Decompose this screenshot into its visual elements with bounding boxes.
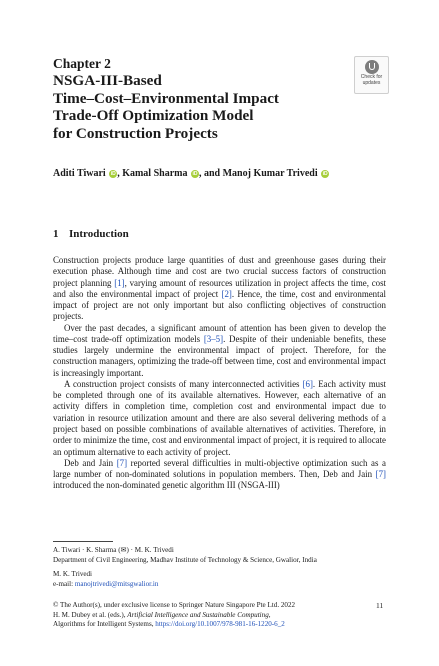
corresponding-author: M. K. Trivedi bbox=[53, 570, 93, 579]
chapter-label: Chapter 2 bbox=[53, 56, 111, 71]
author-separator: , bbox=[117, 168, 123, 179]
paragraph-text: A construction project consists of many interconnected activities bbox=[64, 378, 303, 389]
author-separator: , and bbox=[198, 168, 223, 179]
affiliation-department: Department of Civil Engineering, Madhav Institute of Technology & Science, Gwalior, India bbox=[53, 555, 317, 564]
paragraph-text: , varying amount of resources utilization in project affects the time, cost and also the environmental impact of project bbox=[53, 277, 386, 299]
check-for-updates-badge[interactable] bbox=[354, 56, 389, 94]
orcid-icon[interactable]: iD bbox=[322, 171, 328, 177]
series-text: Algorithms for Intelligent Systems, bbox=[53, 620, 156, 629]
chapter-title-line: Trade-Off Optimization Model bbox=[53, 107, 254, 125]
paragraph-text: Over the past decades, a significant amount of attention has been given to develop the time–cost trade-off optimization models bbox=[53, 322, 386, 344]
paragraph bbox=[53, 323, 386, 379]
citation-link[interactable]: [7] bbox=[116, 457, 128, 468]
badge-line: Check for bbox=[360, 74, 383, 80]
citation-line bbox=[53, 611, 393, 621]
author-name: Aditi Tiwari bbox=[53, 168, 106, 179]
footnote-divider bbox=[53, 541, 113, 542]
section-heading bbox=[53, 228, 129, 240]
paragraph bbox=[53, 255, 386, 323]
paragraph-text: Construction projects produce large quantities of dust and greenhouse gases during their execution phase. Although time and cost are two crucial success factors of construction project planning bbox=[53, 255, 386, 288]
chapter-title-line: Time–Cost–Environmental Impact bbox=[53, 89, 279, 107]
paragraph-text: . Hence, the time, cost and environmental impact of project are not only important but also conflicting objectives of construction projects. bbox=[53, 288, 386, 322]
author-list bbox=[53, 168, 329, 179]
copyright-line: © The Author(s), under exclusive license to Springer Nature Singapore Pte Ltd. 2022 bbox=[53, 601, 296, 609]
email-label: e-mail: bbox=[53, 579, 75, 588]
copyright-block bbox=[53, 601, 393, 630]
paragraph-text: reported several difficulties in multi-objective optimization such as a large number of non-dominated solutions in population members. Then, Deb and Jain bbox=[53, 457, 386, 480]
chapter-title bbox=[53, 72, 353, 142]
doi-link[interactable]: https://doi.org/10.1007/978-981-16-1220-6_2 bbox=[155, 620, 285, 629]
author-name: Kamal Sharma bbox=[122, 168, 188, 179]
paragraph bbox=[53, 458, 386, 492]
book-title: Artificial Intelligence and Sustainable Computing bbox=[127, 610, 269, 619]
citation-link[interactable]: [3–5] bbox=[203, 333, 224, 344]
affiliation-names: A. Tiwari · K. Sharma (✉) · M. K. Trivedi bbox=[53, 546, 174, 554]
badge-line: updates bbox=[362, 79, 381, 86]
section-title: Introduction bbox=[69, 228, 129, 240]
citation-link[interactable]: [7] bbox=[375, 469, 386, 480]
citation-text: H. M. Dubey et al. (eds.), bbox=[53, 610, 128, 619]
author-name: Manoj Kumar Trivedi bbox=[222, 168, 318, 179]
page-number: 11 bbox=[376, 601, 384, 610]
footnotes bbox=[53, 546, 398, 589]
orcid-icon[interactable]: iD bbox=[192, 171, 198, 177]
section-number: 1 bbox=[53, 228, 59, 240]
series-line bbox=[53, 620, 393, 630]
citation-text: , bbox=[268, 610, 271, 619]
chapter-title-line: NSGA-III-Based bbox=[53, 72, 162, 89]
email-link[interactable]: manojtrivedi@mitsgwalior.in bbox=[74, 579, 159, 588]
paragraph bbox=[53, 379, 386, 458]
paragraph-text: . Despite of their undeniable benefits, these studies largely undermine the environmental impact of project. Therefore, for the construction managers, optimizing the trade-off between time, cost and environmental impact is increasingly important. bbox=[53, 333, 386, 378]
email-line bbox=[53, 580, 398, 590]
chapter-title-line: for Construction Projects bbox=[53, 124, 218, 142]
body-text bbox=[53, 255, 386, 492]
citation-link[interactable]: [1] bbox=[114, 277, 125, 288]
citation-link[interactable]: [6] bbox=[302, 378, 313, 389]
citation-link[interactable]: [2] bbox=[221, 288, 232, 299]
check-for-updates-icon bbox=[365, 60, 379, 74]
orcid-icon[interactable]: iD bbox=[110, 171, 116, 177]
paragraph-text: introduced the non-dominated genetic algorithm III (NSGA-III) bbox=[53, 480, 280, 491]
paragraph-text: Deb and Jain bbox=[64, 457, 117, 468]
paragraph-text: . Each activity must be completed through one of its available alternatives. However, each alternative of an activity differs in completion time, completion cost and environmental impact due to variation in resource utilization amount and there are also several delivering methods of a project based on possible combinations of available alternatives of activities. Therefore, in order to minimize the time, cost and environmental impact of project, it is required to allocate an optimum alternative to each activity of project. bbox=[53, 378, 386, 457]
